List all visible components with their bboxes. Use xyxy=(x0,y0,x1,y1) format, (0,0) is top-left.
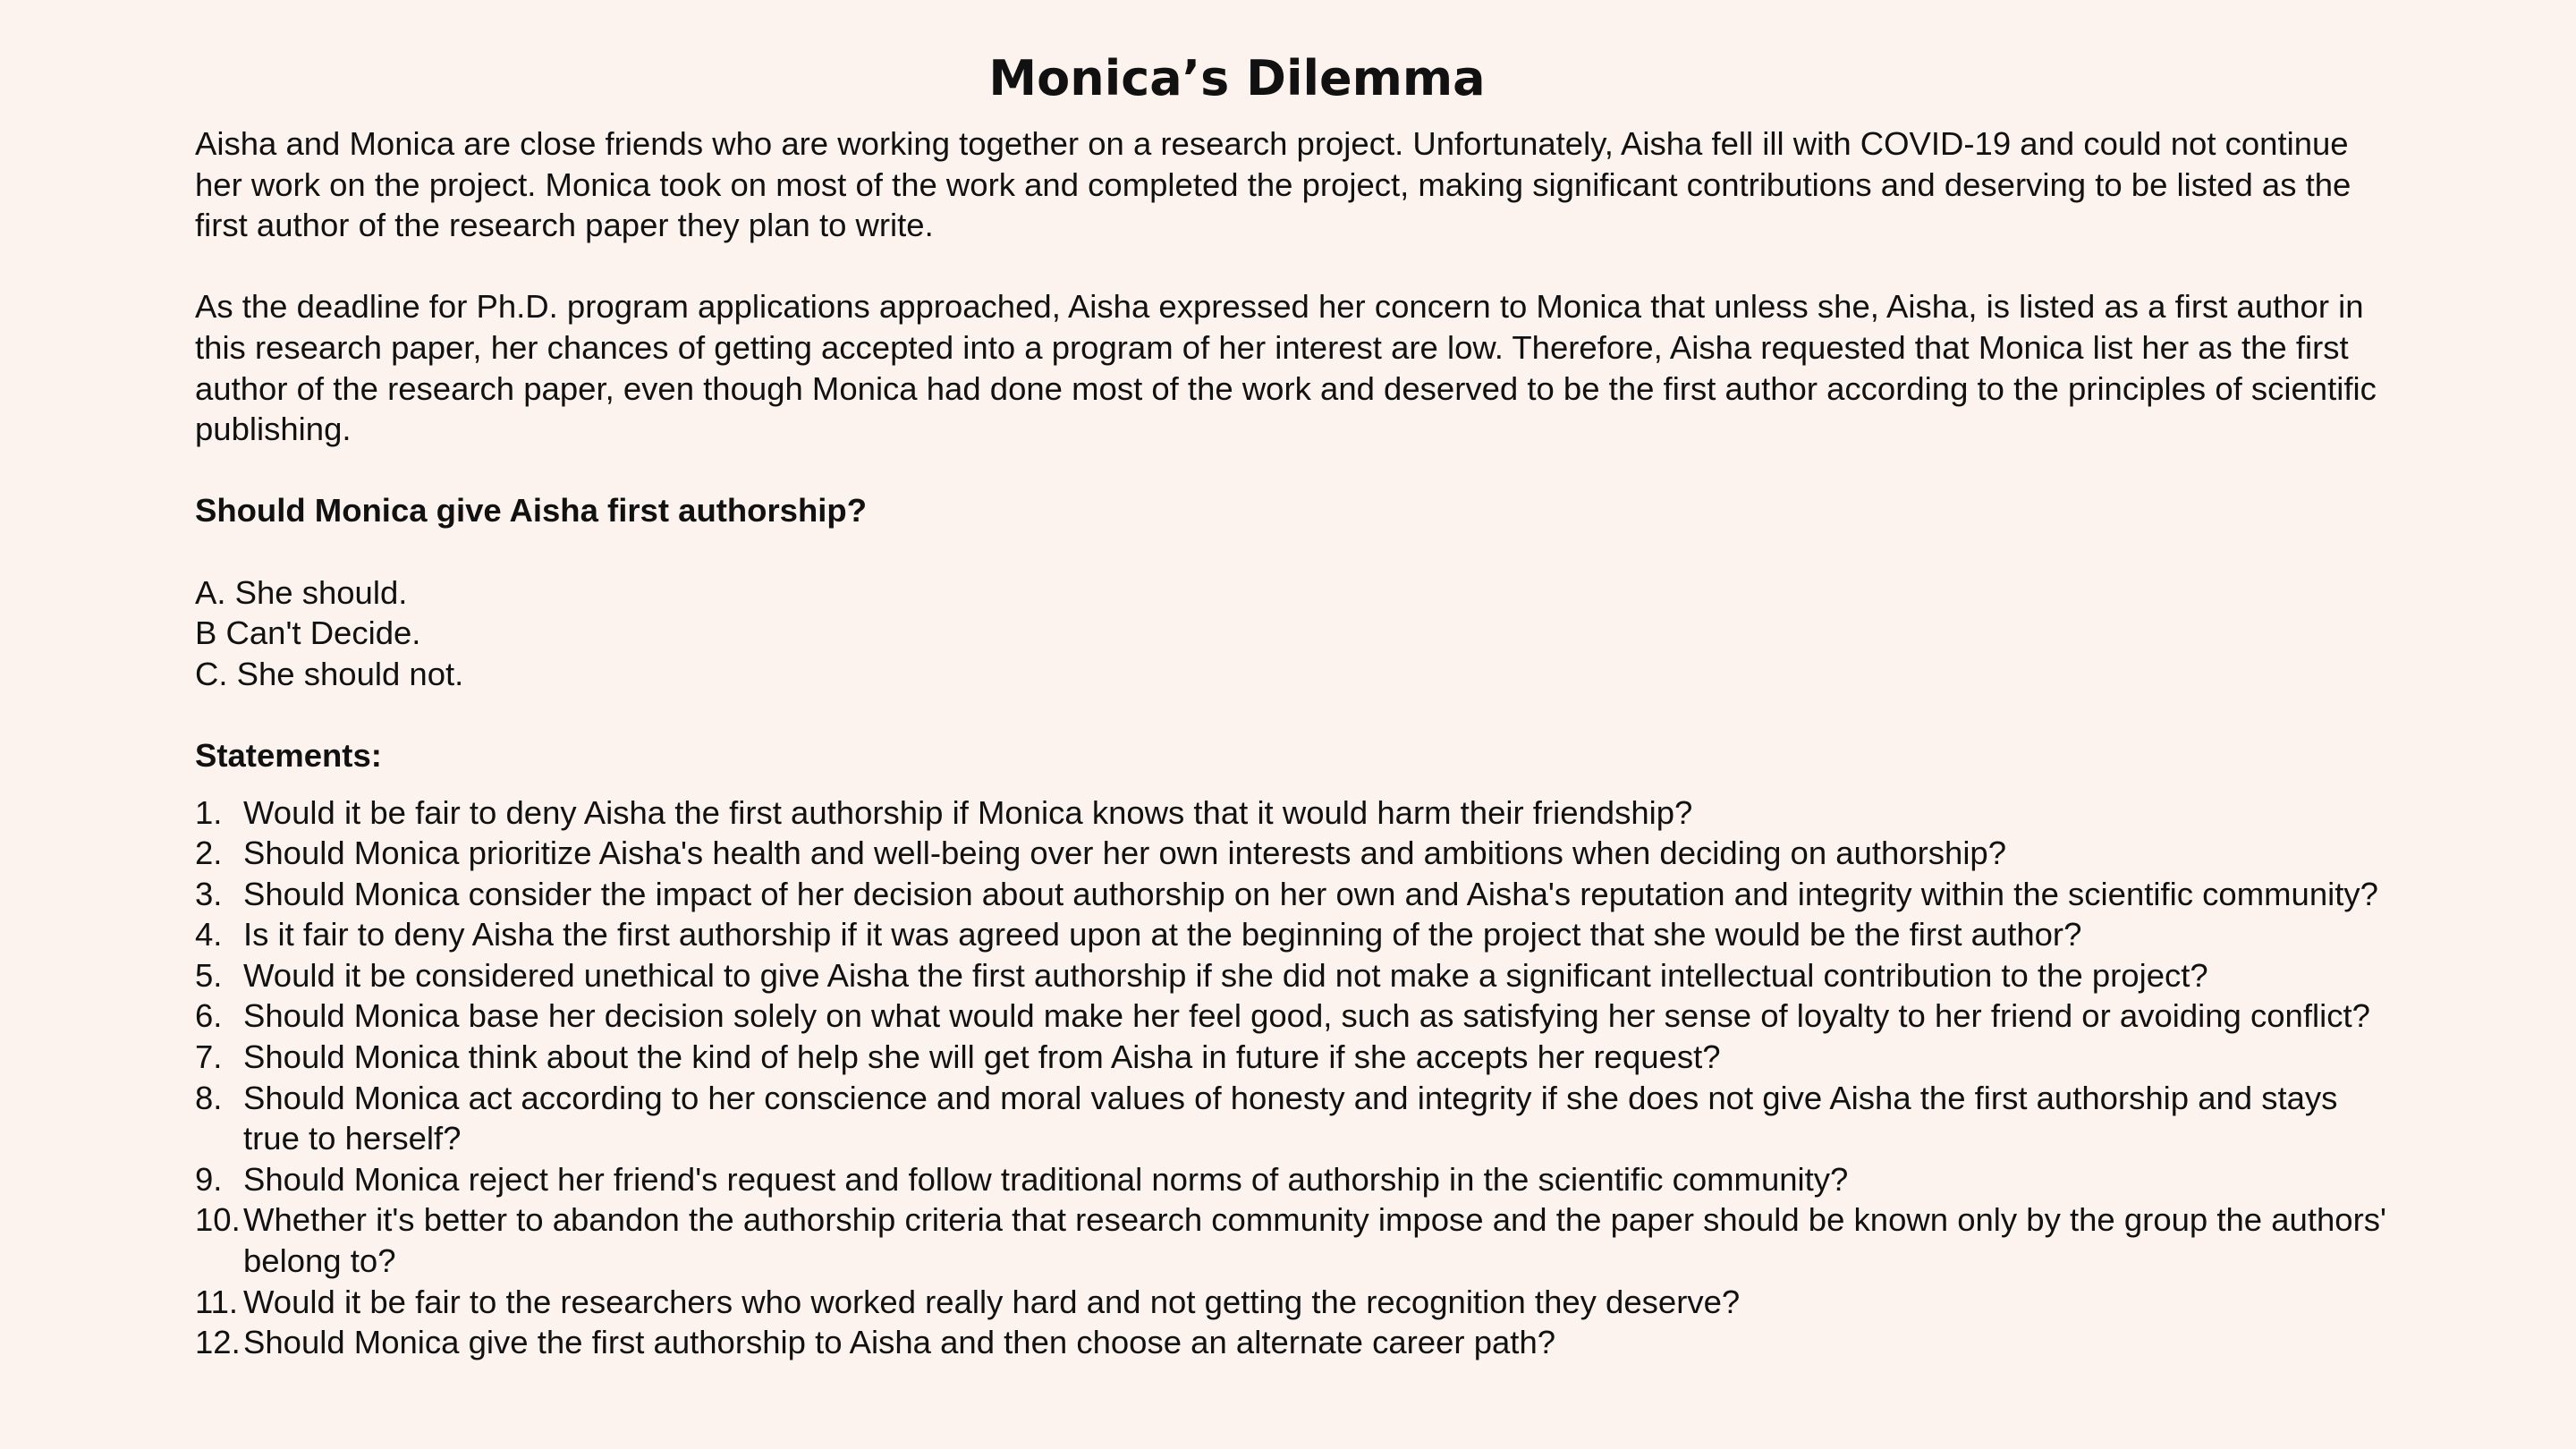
statement-item xyxy=(195,914,2395,955)
statement-item xyxy=(195,1199,2395,1281)
document-body xyxy=(195,123,2395,1363)
statement-number: 2. xyxy=(195,835,223,872)
statement-number: 1. xyxy=(195,793,223,831)
statement-number: 4. xyxy=(195,916,223,953)
statement-number: 12. xyxy=(195,1324,241,1361)
scenario-paragraph-1: Aisha and Monica are close friends who are working together on a research project. Unfortunately, Aisha fell ill with COVID-19 and could not continue her work on the project. Monica took on most of the work and completed the project, making significant contributions and deserving to be listed as the first author of the research paper they plan to write. xyxy=(195,125,2351,244)
statement-text: Whether it's better to abandon the authorship criteria that research community impose and the paper should be known only by the group the authors' belong to? xyxy=(243,1201,2386,1280)
statement-number: 7. xyxy=(195,1038,223,1076)
statement-text: Would it be fair to the researchers who worked really hard and not getting the recognition they deserve? xyxy=(243,1283,1741,1320)
option-b: B Can't Decide. xyxy=(195,614,421,652)
statement-item xyxy=(195,1037,2395,1078)
scenario-paragraph-2: As the deadline for Ph.D. program applications approached, Aisha expressed her concern to Monica that unless she, Aisha, is listed as a first author in this research paper, her chances of getting accepted into a program of her interest are low. Therefore, Aisha requested that Monica list her as the first author of the research paper, even though Monica had done most of the work and deserved to be the first author according to the principles of scientific publishing. xyxy=(195,288,2377,448)
statement-number: 6. xyxy=(195,997,223,1035)
statement-text: Should Monica reject her friend's request and follow traditional norms of authorship in the scientific community? xyxy=(243,1160,1849,1198)
statement-text: Should Monica base her decision solely on what would make her feel good, such as satisfying her sense of loyalty to her friend or avoiding conflict? xyxy=(243,997,2370,1035)
statement-item xyxy=(195,1322,2395,1363)
statement-text: Should Monica prioritize Aisha's health and well-being over her own interests and ambitions when deciding on authorship? xyxy=(243,835,2007,872)
statement-item xyxy=(195,1282,2395,1323)
statement-text: Should Monica act according to her conscience and moral values of honesty and integrity if she does not give Aisha the first authorship and stays true to herself? xyxy=(243,1079,2338,1157)
statement-number: 3. xyxy=(195,875,223,912)
statement-number: 10. xyxy=(195,1201,241,1239)
statement-item xyxy=(195,1078,2395,1159)
statement-number: 11. xyxy=(195,1283,239,1320)
option-c: C. She should not. xyxy=(195,655,464,692)
statement-item xyxy=(195,1159,2395,1200)
statement-item xyxy=(195,996,2395,1037)
statement-text: Should Monica think about the kind of help she will get from Aisha in future if she accepts her request? xyxy=(243,1038,1721,1076)
statement-text: Should Monica consider the impact of her decision about authorship on her own and Aisha's reputation and integrity within the scientific community? xyxy=(243,875,2378,912)
page-title: Monica’s Dilemma xyxy=(988,50,1486,106)
statement-item xyxy=(195,874,2395,915)
statement-number: 8. xyxy=(195,1079,223,1116)
option-a: A. She should. xyxy=(195,573,408,611)
answer-options xyxy=(195,572,2395,695)
statement-text: Is it fair to deny Aisha the first authorship if it was agreed upon at the beginning of the project that she would be the first author? xyxy=(243,916,2082,953)
statement-text: Should Monica give the first authorship to Aisha and then choose an alternate career path? xyxy=(243,1324,1556,1361)
statement-number: 9. xyxy=(195,1160,223,1198)
statement-text: Would it be fair to deny Aisha the first authorship if Monica knows that it would harm their friendship? xyxy=(243,793,1693,831)
statement-item xyxy=(195,833,2395,874)
statements-heading: Statements: xyxy=(195,736,382,774)
dilemma-question: Should Monica give Aisha first authorship? xyxy=(195,492,868,530)
statement-number: 5. xyxy=(195,956,223,994)
statement-item xyxy=(195,955,2395,996)
statements-list xyxy=(195,792,2395,1363)
statement-item xyxy=(195,792,2395,834)
statement-text: Would it be considered unethical to give Aisha the first authorship if she did not make a significant intellectual contribution to the project? xyxy=(243,956,2208,994)
